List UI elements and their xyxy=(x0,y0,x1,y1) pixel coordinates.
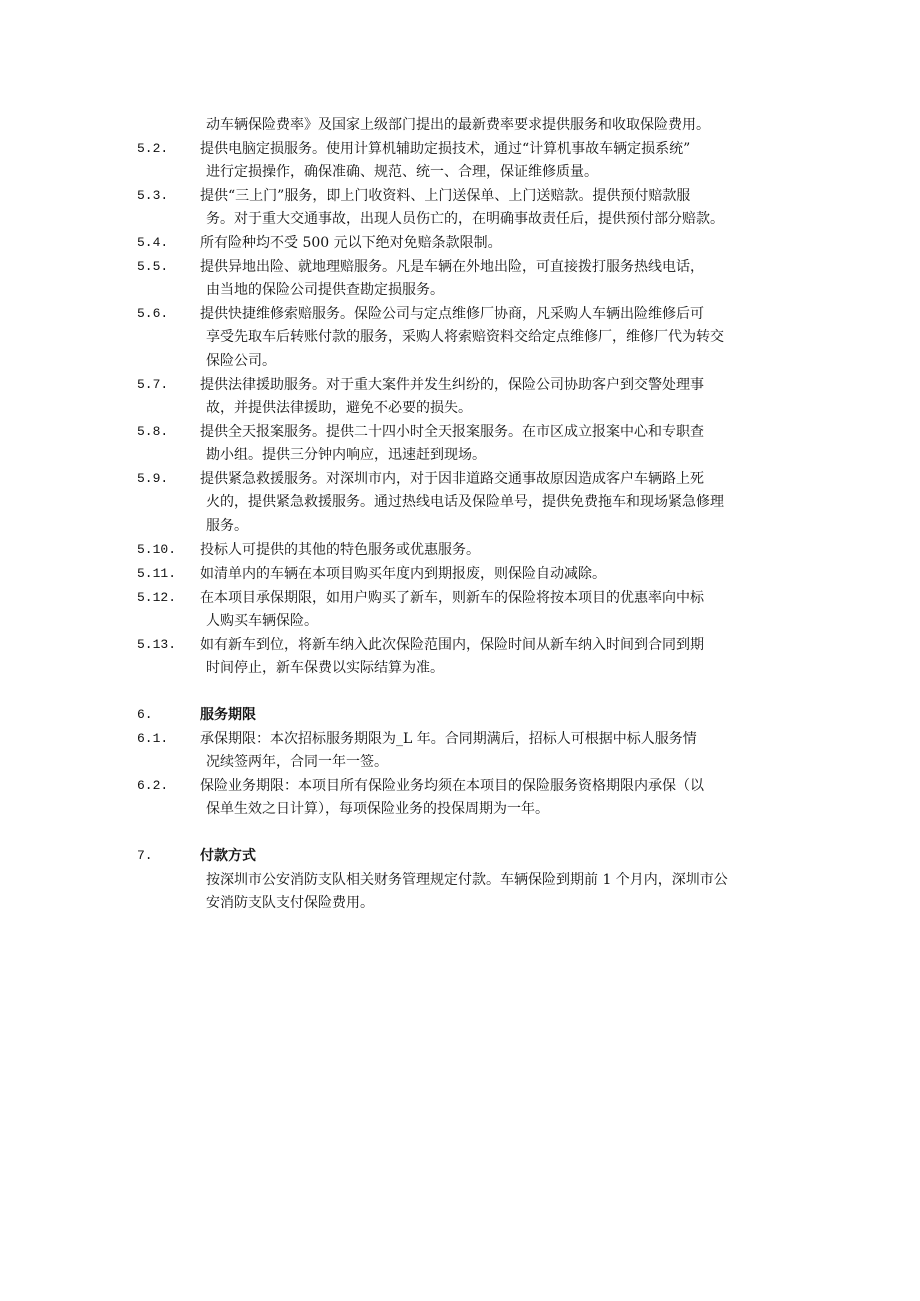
item-text: 人购买车辆保险。 xyxy=(206,613,318,629)
item-text: 时间停止，新车保费以实际结算为准。 xyxy=(206,660,444,676)
item-text: 保险公司。 xyxy=(206,353,276,369)
item-number: 5.5. xyxy=(137,259,169,274)
item-number: 5.2. xyxy=(137,141,169,156)
item-text: 况续签两年，合同一年一签。 xyxy=(206,754,388,770)
item-number: 5.12. xyxy=(137,590,177,605)
item-text: 火的，提供紧急救援服务。通过热线电话及保险单号，提供免费拖车和现场紧急修理 xyxy=(206,494,724,510)
item-number: 5.9. xyxy=(137,471,169,486)
item-number: 6.2. xyxy=(137,778,169,793)
item-number: 5.4. xyxy=(137,235,169,250)
item-text: 务。对于重大交通事故，出现人员伤亡的，在明确事故责任后，提供预付部分赔款。 xyxy=(206,211,724,227)
item-text: 如清单内的车辆在本项目购买年度内到期报废，则保险自动减除。 xyxy=(200,566,606,582)
item-text: 提供异地出险、就地理赔服务。凡是车辆在外地出险，可直接拨打服务热线电话， xyxy=(200,259,704,275)
item-text: 如有新车到位，将新车纳入此次保险范围内，保险时间从新车纳入时间到合同到期 xyxy=(200,637,704,653)
item-text: 在本项目承保期限，如用户购买了新车，则新车的保险将按本项目的优惠率向中标 xyxy=(200,590,704,606)
section-number: 6. xyxy=(137,707,153,722)
item-number: 5.13. xyxy=(137,637,177,652)
item-number: 5.11. xyxy=(137,566,177,581)
section-text: 安消防支队支付保险费用。 xyxy=(206,895,374,911)
item-text: 勘小组。提供三分钟内响应，迅速赶到现场。 xyxy=(206,447,486,463)
item-text: 提供“三上门”服务，即上门收资料、上门送保单、上门送赔款。提供预付赔款服 xyxy=(200,188,691,204)
item-text: 投标人可提供的其他的特色服务或优惠服务。 xyxy=(200,542,480,558)
item-text: 服务。 xyxy=(206,518,248,534)
item-number: 5.8. xyxy=(137,424,169,439)
item-number: 5.7. xyxy=(137,377,169,392)
item-number: 6.1. xyxy=(137,731,169,746)
item-text: 提供电脑定损服务。使用计算机辅助定损技术，通过“计算机事故车辆定损系统” xyxy=(200,141,691,157)
item-text: 承保期限：本次招标服务期限为_L 年。合同期满后，招标人可根据中标人服务情 xyxy=(200,731,697,747)
item-text: 进行定损操作，确保准确、规范、统一、合理，保证维修质量。 xyxy=(206,164,598,180)
item-text: 提供紧急救援服务。对深圳市内，对于因非道路交通事故原因造成客户车辆路上死 xyxy=(200,471,704,487)
item-text: 所有险种均不受 500 元以下绝对免赔条款限制。 xyxy=(200,235,502,251)
item-number: 5.3. xyxy=(137,188,169,203)
intro-line: 动车辆保险费率》及国家上级部门提出的最新费率要求提供服务和收取保险费用。 xyxy=(206,117,710,133)
item-text: 保单生效之日计算），每项保险业务的投保周期为一年。 xyxy=(206,801,549,817)
item-number: 5.6. xyxy=(137,306,169,321)
item-number: 5.10. xyxy=(137,542,177,557)
section-text: 按深圳市公安消防支队相关财务管理规定付款。车辆保险到期前 1 个月内，深圳市公 xyxy=(206,872,728,888)
item-text: 故，并提供法律援助，避免不必要的损失。 xyxy=(206,400,472,416)
item-text: 保险业务期限：本项目所有保险业务均须在本项目的保险服务资格期限内承保（以 xyxy=(200,778,704,794)
item-text: 提供全天报案服务。提供二十四小时全天报案服务。在市区成立报案中心和专职查 xyxy=(200,424,704,440)
item-text: 提供法律援助服务。对于重大案件并发生纠纷的，保险公司协助客户到交警处理事 xyxy=(200,377,704,393)
item-text: 享受先取车后转账付款的服务，采购人将索赔资料交给定点维修厂，维修厂代为转交 xyxy=(206,329,724,345)
item-text: 由当地的保险公司提供查勘定损服务。 xyxy=(206,282,444,298)
section-title: 付款方式 xyxy=(200,848,256,864)
item-text: 提供快捷维修索赔服务。保险公司与定点维修厂协商，凡采购人车辆出险维修后可 xyxy=(200,306,704,322)
section-number: 7. xyxy=(137,848,153,863)
section-title: 服务期限 xyxy=(200,707,256,723)
